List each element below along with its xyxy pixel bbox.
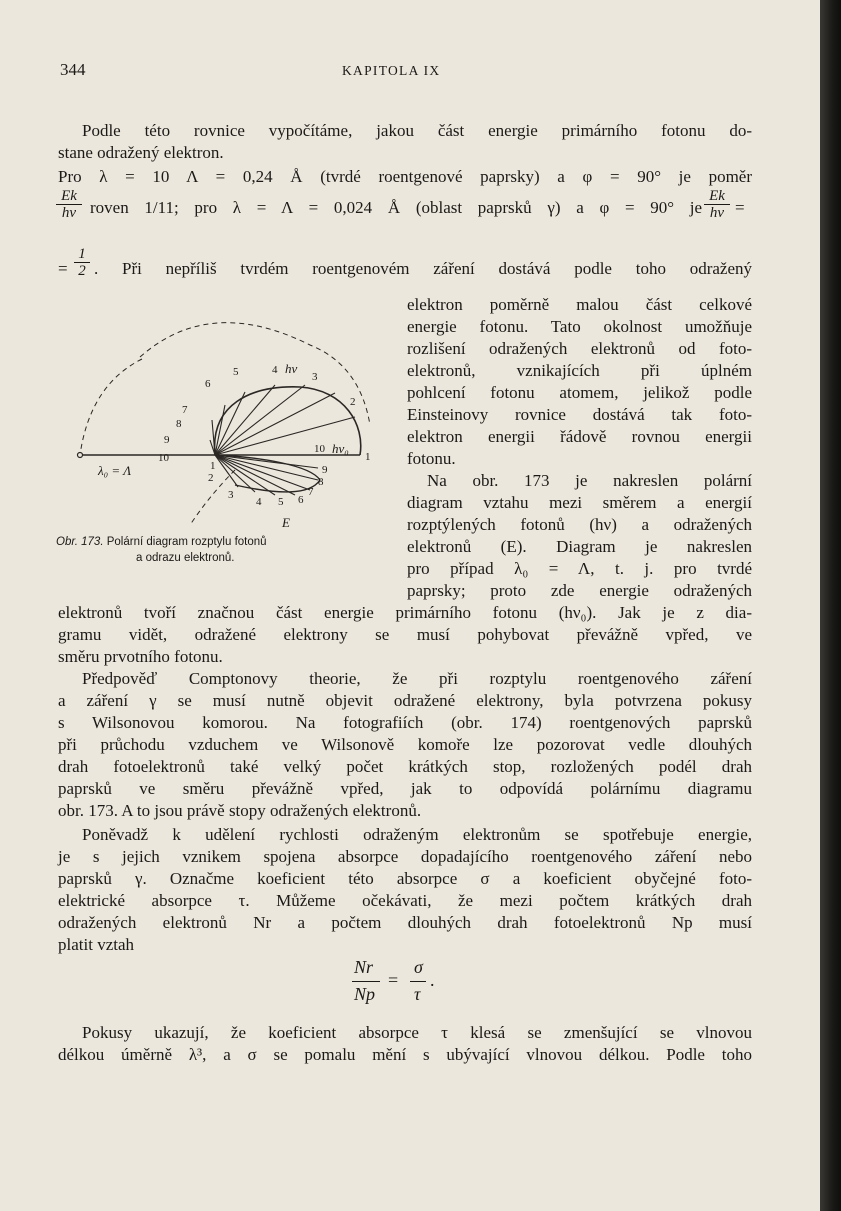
body-line: rozptýlených fotonů (hν) a odražených <box>407 515 752 534</box>
formula-numerator-nr: Nr <box>354 957 374 977</box>
body-line: s Wilsonovou komorou. Na fotografiích (obr. 174) roentgenových paprsků <box>58 713 752 732</box>
body-line: drah fotoelektronů také velký počet krátkých stop, rozložených podél drah <box>58 757 752 776</box>
figure-caption <box>56 534 396 566</box>
body-line: elektron poměrně malou část celkové <box>407 295 752 314</box>
body-line: odražených elektronů Nr a počtem dlouhých drah fotoelektronů Np musí <box>58 913 752 932</box>
body-line: Pokusy ukazují, že koeficient absorpce τ klesá se zmenšující se vlnovou <box>82 1023 752 1042</box>
photon-ray <box>215 385 305 455</box>
electron-ray <box>215 455 318 468</box>
origin-point <box>78 453 83 458</box>
fraction-numerator: Ek <box>704 188 730 205</box>
fraction-ek-hv <box>704 188 730 221</box>
body-line: pro případ λ₀ = Λ, t. j. pro tvrdé <box>407 559 752 578</box>
body-line: platit vztah <box>58 935 135 954</box>
formula-bar-left <box>352 981 380 982</box>
label-e: E <box>282 515 290 530</box>
label-hv: hν <box>285 361 298 376</box>
formula-equals: = <box>388 970 399 990</box>
body-line: elektronů (E). Diagram je nakreslen <box>407 537 752 556</box>
formula-nr-np <box>352 956 442 1008</box>
electron-label-5: 5 <box>278 496 284 508</box>
page-edge-shadow <box>820 0 841 1211</box>
formula-bar-right <box>410 981 426 982</box>
body-line: pohlcení fotonu atomem, jelikož podle <box>407 383 752 402</box>
photon-label-5: 5 <box>233 366 239 378</box>
fraction-denominator: hν <box>61 205 77 221</box>
photon-label-4: 4 <box>272 364 278 376</box>
electron-label-9: 9 <box>322 464 328 476</box>
caption-text: Polární diagram rozptylu fotonů <box>106 536 267 548</box>
electron-label-2: 2 <box>208 472 214 484</box>
dashed-left-curve <box>80 359 142 455</box>
body-line: diagram vztahu mezi směrem a energií <box>407 493 752 512</box>
electron-label-4: 4 <box>256 496 262 508</box>
body-line: směru prvotního fotonu. <box>58 647 223 666</box>
body-line: rozlišení odražených elektronů od foto- <box>407 339 752 358</box>
page-number: 344 <box>60 60 86 79</box>
body-line: Pro λ = 10 Λ = 0,24 Å (tvrdé roentgenové paprsky) a φ = 90° je poměr <box>58 167 752 186</box>
body-line: Poněvadž k udělení rychlosti odraženým elektronům se spotřebuje energie, <box>82 825 752 844</box>
body-line: je s jejich vznikem spojena absorpce dopadajícího roentgenového záření nebo <box>58 847 752 866</box>
formula-denominator-tau: τ <box>414 984 421 1004</box>
polar-diagram-figure <box>60 305 405 535</box>
photon-label-7: 7 <box>182 404 188 416</box>
body-line: při průchodu vzduchem ve Wilsonově komoře lze pozorovat vedle dlouhých <box>58 735 752 754</box>
fraction-numerator: 1 <box>74 246 90 263</box>
caption-line-1 <box>56 534 396 550</box>
equals-sign: = <box>58 259 68 278</box>
electron-label-7: 7 <box>308 486 314 498</box>
equals-sign: = <box>735 198 745 217</box>
body-line: elektron energii řádově rovnou energii <box>407 427 752 446</box>
electron-ray <box>215 455 255 492</box>
photon-ray <box>215 385 275 455</box>
electron-label-10: 10 <box>314 443 325 455</box>
fraction-one-half <box>74 246 90 279</box>
photon-label-8: 8 <box>176 418 182 430</box>
label-lambda0: λ₀ = Λ <box>98 463 132 478</box>
body-line: paprsků γ. Označme koeficient této absorpce σ a koeficient obyčejné foto- <box>58 869 752 888</box>
body-line: Předpověď Comptonovy theorie, že při rozptylu roentgenového záření <box>82 669 752 688</box>
photon-label-10: 10 <box>158 452 169 464</box>
body-line: elektrické absorpce τ. Můžeme očekávati, že mezi počtem krátkých drah <box>58 891 752 910</box>
fraction-ek-hv <box>56 188 82 221</box>
body-line: elektronů, vznikajících při úplném <box>407 361 752 380</box>
body-line: a záření γ se musí nutně objevit odražené elektrony, byla potvrzena pokusy <box>58 691 752 710</box>
body-line: paprsky; proto zde energie odražených <box>407 581 752 600</box>
electron-label-6: 6 <box>298 494 304 506</box>
body-line: elektronů tvoří značnou část energie primárního fotonu (hν₀). Jak je z dia- <box>58 603 752 622</box>
fraction-numerator: Ek <box>56 188 82 205</box>
photon-label-2: 2 <box>350 396 356 408</box>
electron-label-8: 8 <box>318 476 324 488</box>
body-line: obr. 173. A to jsou právě stopy odražených elektronů. <box>58 801 422 820</box>
caption-figure-number: Obr. 173. <box>56 536 104 548</box>
page-header <box>0 60 820 84</box>
body-line: Na obr. 173 je nakreslen polární <box>427 471 752 490</box>
body-line: energie fotonu. Tato okolnost umožňuje <box>407 317 752 336</box>
electron-label-1: 1 <box>210 460 216 472</box>
dashed-outer-curve <box>140 323 370 425</box>
body-line: paprsků ve směru převážně vpřed, jak to odpovídá polárnímu diagramu <box>58 779 752 798</box>
caption-line-2: a odrazu elektronů. <box>136 552 235 564</box>
body-line: . Při nepříliš tvrdém roentgenovém záření dostává podle toho odražený <box>94 259 752 278</box>
electron-label-3: 3 <box>228 489 234 501</box>
formula-period: . <box>430 970 435 990</box>
photon-label-1: 1 <box>365 451 371 463</box>
body-line: Einsteinovy rovnice dostává tak foto- <box>407 405 752 424</box>
fraction-denominator: 2 <box>78 263 86 279</box>
photon-label-9: 9 <box>164 434 170 446</box>
body-line: Podle této rovnice vypočítáme, jakou část energie primárního fotonu do- <box>82 121 752 140</box>
running-head: KAPITOLA IX <box>342 63 441 78</box>
photon-label-6: 6 <box>205 378 211 390</box>
polar-diagram-svg <box>60 305 405 535</box>
body-line: fotonu. <box>407 449 456 468</box>
body-line: roven 1/11; pro λ = Λ = 0,024 Å (oblast paprsků γ) a φ = 90° je <box>90 198 702 217</box>
body-line: stane odražený elektron. <box>58 143 224 162</box>
label-hv0: hν₀ <box>332 441 349 456</box>
photon-label-3: 3 <box>312 371 318 383</box>
formula-denominator-np: Np <box>354 984 376 1004</box>
electron-ray <box>215 455 310 490</box>
body-line: délkou úměrně λ³, a σ se pomalu mění s ubývající vlnovou délkou. Podle toho <box>58 1045 752 1064</box>
fraction-denominator: hν <box>709 205 725 221</box>
formula-numerator-sigma: σ <box>414 957 423 977</box>
body-line: gramu vidět, odražené elektrony se musí pohybovat převážně vpřed, ve <box>58 625 752 644</box>
